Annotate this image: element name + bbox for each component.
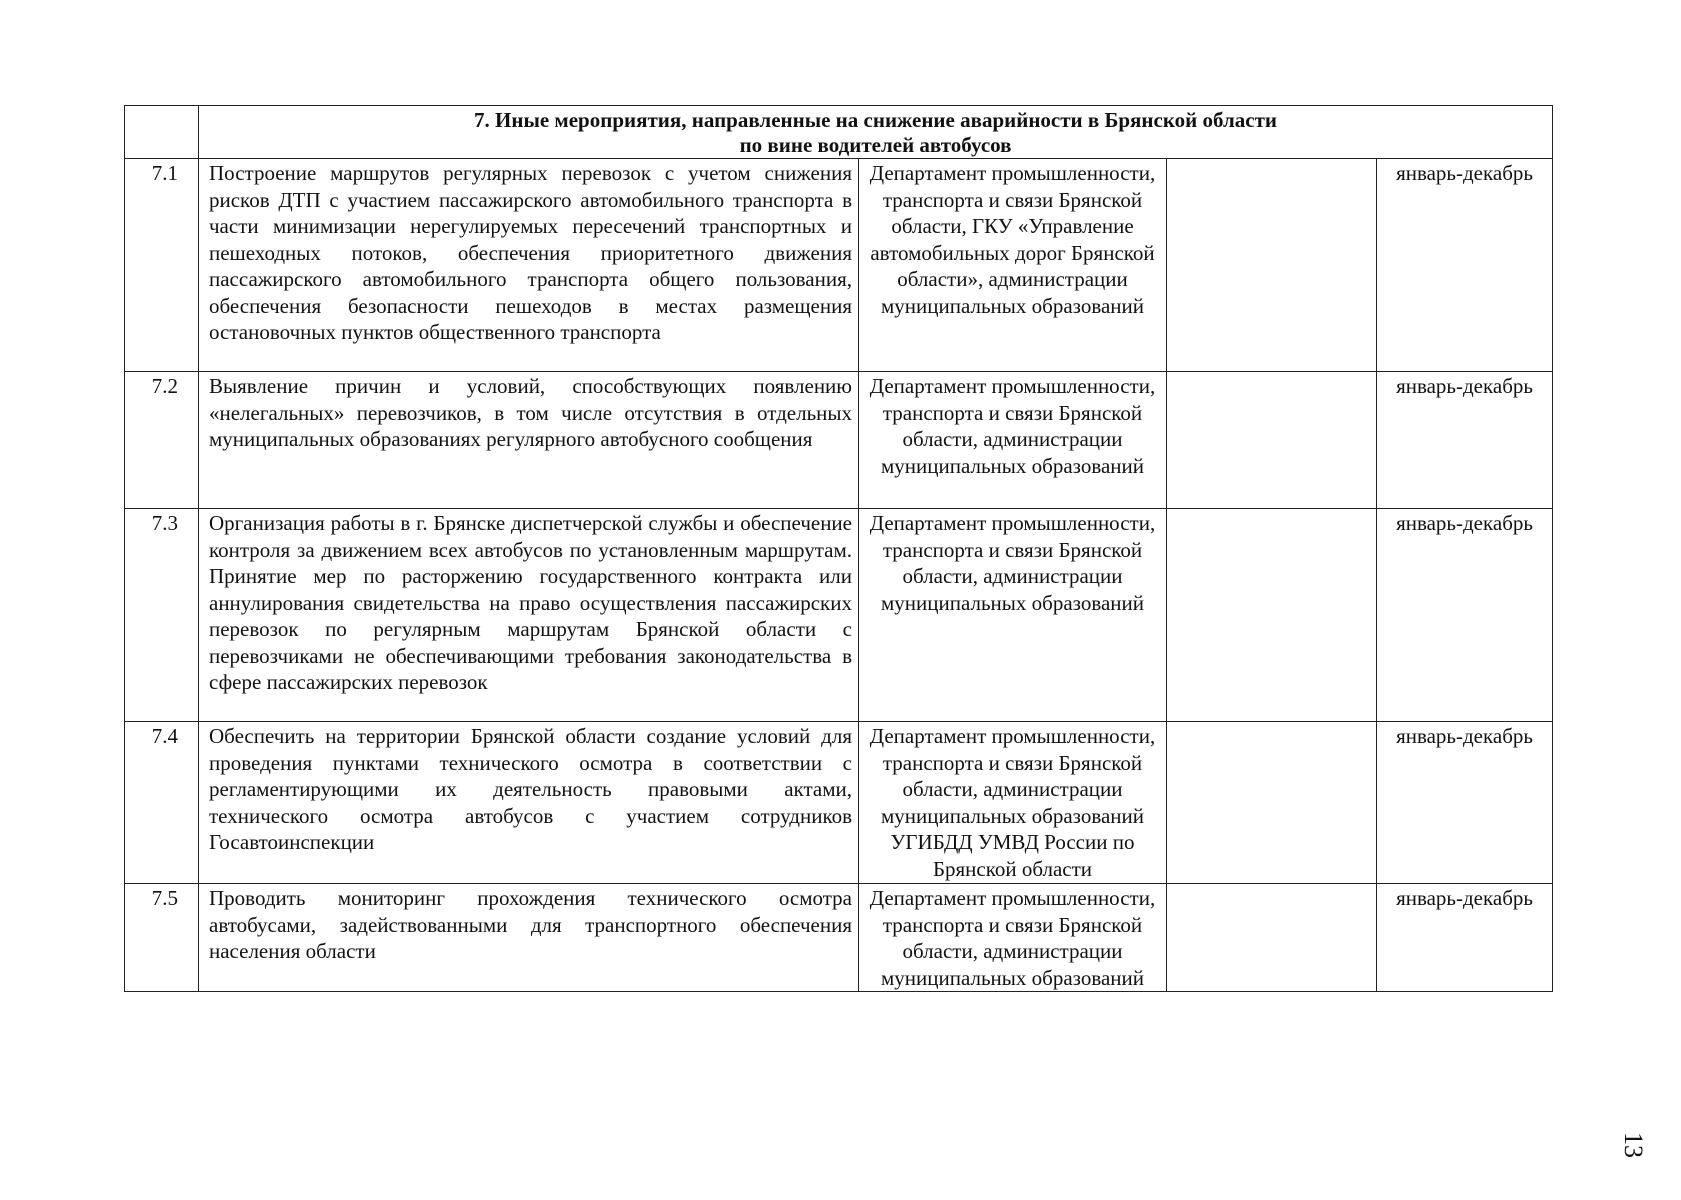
- row-number: 7.5: [125, 884, 199, 992]
- table-row: [125, 372, 1553, 509]
- row-period: январь-декабрь: [1377, 722, 1553, 884]
- row-description: Обеспечить на территории Брянской области создание условий для проведения пунктами технического осмотра в соответствии с регламентирующими их деятельность правовыми актами, технического осмотра автобусов с участием сотрудников Госавтоинспекции: [199, 722, 859, 884]
- row-period: январь-декабрь: [1377, 159, 1553, 372]
- row-responsible: Департамент промышленности, транспорта и связи Брянской области, администрации муниципальных образований: [859, 509, 1167, 722]
- row-funding: [1167, 509, 1377, 722]
- page-number: 13: [1619, 1132, 1648, 1158]
- row-period: январь-декабрь: [1377, 372, 1553, 509]
- section-header-row: [125, 106, 1553, 159]
- section-title: [199, 106, 1553, 159]
- row-number: 7.4: [125, 722, 199, 884]
- row-description: Проводить мониторинг прохождения технического осмотра автобусами, задействованными для транспортного обеспечения населения области: [199, 884, 859, 992]
- row-responsible: Департамент промышленности, транспорта и связи Брянской области, администрации муниципальных образований: [859, 884, 1167, 992]
- table-row: [125, 159, 1553, 372]
- measures-table: [124, 105, 1553, 992]
- row-description: Выявление причин и условий, способствующих появлению «нелегальных» перевозчиков, в том числе отсутствия в отдельных муниципальных образованиях регулярного автобусного сообщения: [199, 372, 859, 509]
- row-funding: [1167, 884, 1377, 992]
- table-row: [125, 509, 1553, 722]
- row-responsible: Департамент промышленности, транспорта и связи Брянской области, ГКУ «Управление автомобильных дорог Брянской области», администрации муниципальных образований: [859, 159, 1167, 372]
- row-number: 7.2: [125, 372, 199, 509]
- row-funding: [1167, 372, 1377, 509]
- row-funding: [1167, 722, 1377, 884]
- section-number-cell: [125, 106, 199, 159]
- table-row: [125, 884, 1553, 992]
- row-period: январь-декабрь: [1377, 509, 1553, 722]
- section-title-line-1: 7. Иные мероприятия, направленные на снижение аварийности в Брянской области: [474, 108, 1278, 132]
- row-period: январь-декабрь: [1377, 884, 1553, 992]
- row-responsible: Департамент промышленности, транспорта и связи Брянской области, администрации муниципальных образований УГИБДД УМВД России по Брянской области: [859, 722, 1167, 884]
- table-row: [125, 722, 1553, 884]
- row-funding: [1167, 159, 1377, 372]
- row-number: 7.1: [125, 159, 199, 372]
- row-number: 7.3: [125, 509, 199, 722]
- row-description: Построение маршрутов регулярных перевозок с учетом снижения рисков ДТП с участием пассажирского автомобильного транспорта в части минимизации нерегулируемых пересечений транспортных и пешеходных потоков, обеспечения приоритетного движения пассажирского автомобильного транспорта общего пользования, обеспечения безопасности пешеходов в местах размещения остановочных пунктов общественного транспорта: [199, 159, 859, 372]
- row-description: Организация работы в г. Брянске диспетчерской службы и обеспечение контроля за движением всех автобусов по установленным маршрутам. Принятие мер по расторжению государственного контракта или аннулирования свидетельства на право осуществления пассажирских перевозок по регулярным маршрутам Брянской области с перевозчиками не обеспечивающими требования законодательства в сфере пассажирских перевозок: [199, 509, 859, 722]
- row-responsible: Департамент промышленности, транспорта и связи Брянской области, администрации муниципальных образований: [859, 372, 1167, 509]
- section-title-line-2: по вине водителей автобусов: [739, 133, 1012, 157]
